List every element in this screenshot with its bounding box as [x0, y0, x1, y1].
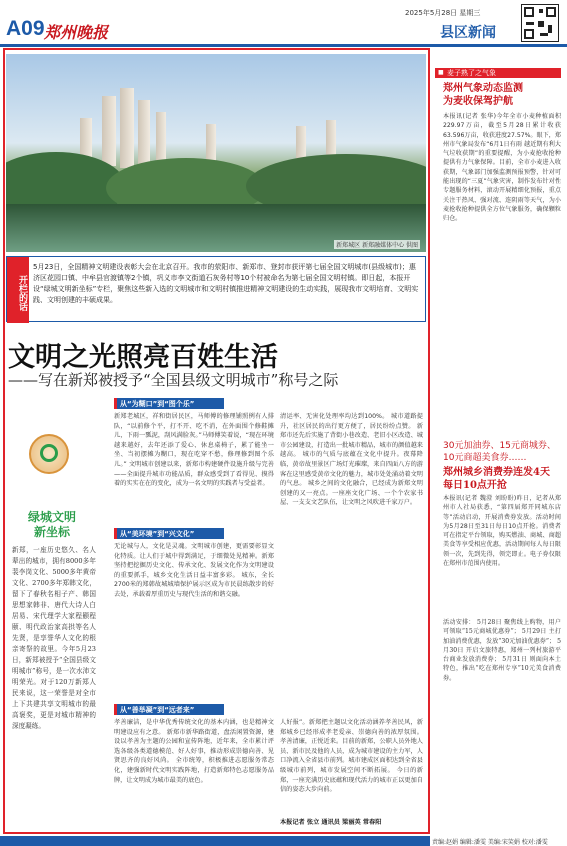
- masthead: [0, 0, 567, 44]
- column-name: 绿城文明 新坐标: [27, 510, 76, 539]
- byline: 本报记者 张立 通讯员 梁丽英 常春阳: [280, 819, 382, 826]
- section-title: 县区新闻: [440, 25, 496, 41]
- article-subhead: ——写在新郑被授予“全国县级文明城市”称号之际: [8, 371, 339, 389]
- consumer-coupon-title: 郑州城乡消费券连发4天 每日10点开抢: [443, 467, 550, 491]
- city-photo: [6, 54, 426, 252]
- right-story-title: 郑州气象动态监测 为麦收保驾护航: [443, 83, 523, 107]
- consumer-coupon-kicker: 30元加油券、15元商城券、 10元商超美食券……: [443, 441, 556, 463]
- middle-column: 清运率、无害化处理率均达到100%。 城市道路提升，社区居民的出行更方便了，居民纷纷点赞。 新郑市还先后实施了背街小巷改造、老旧小区改造、城市公园建设，打造出一批城市精品，城市的颜值越来越高。 城市的气质与底蕴在文化中提升。夜幕降临，黄帝故里景区广场灯光璀璨，来自四面八方的游客在这里感受黄帝文化的魅力，城市处处涌动着文明的气息。 城乡之间的文化融合，已经成为新郑文明创建的又一亮点。一座座文化广场、一个个农家书屋、一支支文艺队伍，让文明之风吹进千家万户。: [280, 413, 423, 507]
- masthead-rule: [0, 44, 567, 47]
- page-footer: [0, 836, 567, 846]
- section-text-1: 新郑老城区，祥和街居民区，马师傅的修理铺照例有人排队，“以前修个平，打不开、吃不消，在外面围个修鞋摊儿，下雨一瓢泥，刮风满脸灰。”马师傅笑着说，“现在环境越来越好，去年还添了爱心、休息桌椅子，累了能坐一坐、当初摆摊为糊口，现在吃穿不愁，修理修到图个乐儿。” 文明城市创建以来，新郑市构建硬件设施升级与完善——全面提升城市功能品质，群众感受到了看得见、摸得着的实实在在的变化，成为一名文明的实践者与受益者。: [114, 413, 274, 488]
- qr-code-icon: [521, 4, 559, 42]
- editor-credits: 责编:赵娟 编辑:潘雯 美编:宋笑娟 校对:潘雯: [432, 839, 548, 846]
- intro-column: 新郑，一座历史悠久、名人辈出的城市，拥有8000多年裴李岗文化、5000多年黄帝文化、2700多年郑韩文化，留下了春秋名相子产、韩国思想家韩非、唐代大诗人白居易、宋代理学大家程颢程颐、明代政治家高拱等名人先贤，是享誉华人文化的根亲寄祭的故里。今年5月23日，新郑被授予“全国县级文明城市”称号，是一次水沛文明荣光。对于120万新郑人民来说，这一荣誉是对全市上下共建共享文明城市的最高褒奖，更是对城市精神的深度凝练。: [12, 546, 96, 730]
- column-intro-text: 5月23日，全国精神文明建设表彰大会在北京召开。我市的荥阳市、新郑市、登封市获评第七届全国文明城市(县级城市)；惠济区花园口镇、中牟县官渡镇等2个镇，巩义市李文街道石灰务村等10个村被命名为第七届全国文明村镇。即日起，本报开设“绿城文明新坐标”专栏，聚焦这些新入选的文明城市和文明村镇推进精神文明建设的生动实践，展现我市文明培育、文明实践、文明创建的丰硕成果。: [33, 263, 419, 304]
- section-label-3: 从“善举凝”到“远者来”: [114, 704, 224, 715]
- section-label-2: 从“美环境”到“兴文化”: [114, 528, 224, 539]
- article-headline: 文明之光照亮百姓生活: [8, 342, 278, 373]
- section-text-3: 孝善廉洁，是中华优秀传统文化的基本内涵，也是精神文明建设应有之意。 新郑市新华路街道，盘活闲置资源，建设以孝善为主题的公园和宣传阵地，近年来，全市累计评选各级各类道德模范、好人好事，推动形成崇德向善、见贤思齐的良好风尚。 全市统筹，积极推进志愿服务常态化，建强新时代文明实践阵地，打造新郑特色志愿服务品牌，让文明成为城市最美的底色。: [114, 719, 274, 784]
- right-story-tag: ■ 麦子熟了之气象: [435, 68, 561, 78]
- issue-date: 2025年5月28日 星期三: [405, 9, 481, 17]
- civilization-badge-icon: [14, 432, 84, 510]
- right-story-text: 本报讯(记者 张华)今年全市小麦种植面积229.97万亩，截至5月28日累计收获63.596万亩，收获进度27.57%。眼下，郑州市气象局发布“6月1日有雨 越近期有利大气垃收获期”的重要提醒，为小麦抢收抢种提供有力气象保障。目前，全市小麦进入收获期，气象部门加强监测预报预警，针对可能出现的“三夏”气象灾害，制作发布针对性专题服务材料，滚动开展精细化预报，重点关注干热风、强对流、连阴雨等天气，为小麦抢收抢种提供全方位气象服务，确保颗粒归仓。: [443, 113, 561, 223]
- photo-credit: 新郑城区 新郑融媒体中心 供图: [336, 242, 418, 249]
- column-intro-tag: 开栏的话: [7, 257, 29, 323]
- section-text-2: 无论城与人，文化是灵魂。文明城市创建，更需要彰显文化特质。让人们于城中得到满足，于细微处见精神。新郑坚持把挖掘历史文化、传承文化、发展文化作为文明建设的重要抓手，城乡文化生活日益丰富多彩。 城东，全长2700米的郑韩故城城墙保护展示区成为市民晨练散步的好去处，承载着厚重历史与现代生活的和谐交融。: [114, 543, 274, 598]
- consumer-coupon-schedule: 活动安排： 5月28日 聚焦线上购物，用户可领取“15元商城优惠券”； 5月29日 主打加油消费优惠，发放“30元加油优惠券”； 5月30日 开启文旅特惠，郑州一列村旅游平台商业发放消费券； 5月31日 则面向本土特色，推出“吃在郑州专享”10元美食消费券。: [443, 619, 561, 682]
- paper-logo: 郑州晚报: [44, 23, 109, 42]
- page-number: A09: [6, 17, 45, 40]
- column-intro-box: [6, 256, 426, 322]
- closing-column: 人好报”。新郑把主题以文化活动涵养孝善民风，新郑城乡已经形成孝老爱亲、崇德向善的浓厚氛围。 孝善清廉，正悦近来。目前的新郑，公职人员外地人员、新市民及他的人员，成为城市建设的主力军，人口净流入全省县市前列。城市建成区面积达到全省县级城市前列，城市发展空间不断拓展。 今日的新郑，一座充满历史底蕴和现代活力的城市正以更加自信的姿态大步向前。: [280, 719, 423, 794]
- footer-bar: [0, 836, 430, 846]
- consumer-coupon-text: 本报讯(记者 魏澄 刘盼盼)昨日，记者从郑州市人社局获悉，“第四届郑开同城东店等”活动启动，开展消费券发放。活动时间为5月28日至31日每日10点开抢。消费者可在指定平台领取，购买燃油、商城、商超美食等享受相应优惠，活动期间每人每日限领一次，先到先得，领完即止。电子券仅限在郑州市范围内使用。: [443, 495, 561, 568]
- section-label-1: 从“为糊口”到“图个乐”: [114, 398, 224, 409]
